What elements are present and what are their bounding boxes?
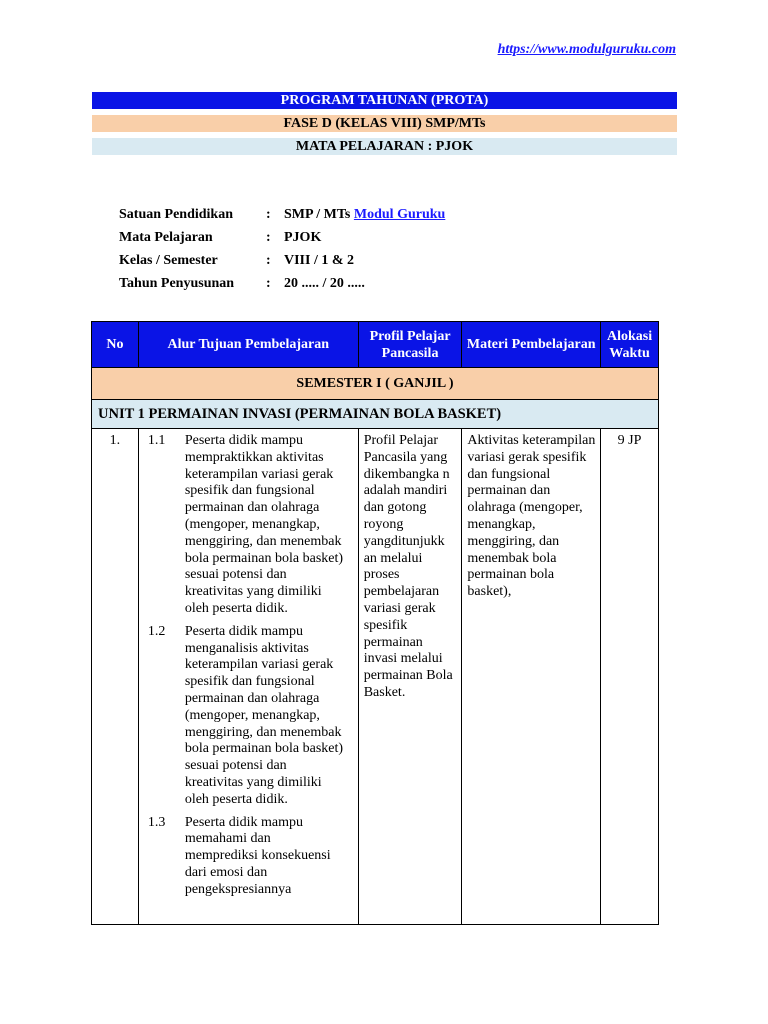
row-waktu: 9 JP: [601, 429, 659, 925]
info-row-tahun: [119, 275, 445, 298]
info-value: 20 ..... / 20 .....: [284, 276, 365, 291]
atp-item: [140, 815, 357, 899]
info-row-kelas: [119, 252, 445, 275]
modul-guruku-link[interactable]: Modul Guruku: [353, 207, 446, 222]
atp-number: 1.3: [147, 814, 166, 830]
row-no: 1.: [92, 429, 139, 925]
header-no: No: [92, 322, 139, 368]
website-url[interactable]: https://www.modulguruku.com: [497, 42, 676, 57]
info-row-satuan: [119, 206, 445, 229]
unit-row: [92, 400, 659, 429]
info-label: Satuan Pendidikan: [119, 207, 233, 222]
info-value: VIII / 1 & 2: [284, 253, 355, 268]
info-colon: :: [266, 207, 271, 222]
info-colon: :: [266, 230, 271, 245]
table-row: [92, 429, 659, 925]
semester-row: [92, 368, 659, 400]
identity-info: [119, 206, 445, 298]
atp-text: Peserta didik mampu memahami dan memprediksi konsekuensi dari emosi dan pengekspresiannya: [184, 814, 331, 897]
mapel-band: MATA PELAJARAN : PJOK: [92, 138, 677, 155]
atp-item: [140, 624, 357, 809]
info-label: Mata Pelajaran: [119, 230, 213, 245]
info-colon: :: [266, 253, 271, 268]
info-label: Tahun Penyusunan: [119, 276, 235, 291]
info-value-text: SMP / MTs: [284, 207, 354, 222]
row-profil: Profil Pelajar Pancasila yang dikembangka n adalah mandiri dan gotong royong yangditunjukk an melalui proses pembelajaran variasi gerak spesifik permainan invasi melalui permainan Bola Basket.: [358, 429, 462, 925]
semester-label: SEMESTER I ( GANJIL ): [92, 368, 659, 400]
unit-label: UNIT 1 PERMAINAN INVASI (PERMAINAN BOLA BASKET): [92, 400, 659, 429]
table-header-row: [92, 322, 659, 368]
atp-item: [140, 433, 357, 618]
title-band: PROGRAM TAHUNAN (PROTA): [92, 92, 677, 109]
header-waktu: Alokasi Waktu: [601, 322, 659, 368]
info-label: Kelas / Semester: [119, 253, 218, 268]
info-colon: :: [266, 276, 271, 291]
row-atp: [138, 429, 358, 925]
header-materi: Materi Pembelajaran: [462, 322, 601, 368]
info-value: [284, 206, 445, 229]
info-row-mapel: [119, 229, 445, 252]
atp-number: 1.2: [147, 623, 166, 639]
atp-text: Peserta didik mampu mempraktikkan aktivitas keterampilan variasi gerak spesifik dan fungsional permainan dan olahraga (mengoper, menangkap, menggiring, dan menembak bola permainan bola basket) sesuai potensi dan kreativitas yang dimiliki oleh peserta didik.: [184, 433, 344, 616]
fase-band: FASE D (KELAS VIII) SMP/MTs: [92, 115, 677, 132]
atp-number: 1.1: [147, 433, 166, 448]
info-value: PJOK: [284, 230, 322, 245]
header-profil: Profil Pelajar Pancasila: [358, 322, 462, 368]
row-materi: Aktivitas keterampilan variasi gerak spesifik dan fungsional permainan dan olahraga (mengoper, menangkap, menggiring, dan menembak bola permainan bola basket),: [462, 429, 601, 925]
header-atp: Alur Tujuan Pembelajaran: [138, 322, 358, 368]
atp-text: Peserta didik mampu menganalisis aktivitas keterampilan variasi gerak spesifik dan fungsional permainan dan olahraga (mengoper, menangkap, menggiring, dan menembak bola permainan bola basket) sesuai potensi dan kreativitas yang dimiliki oleh peserta didik.: [184, 623, 344, 807]
prota-table: [91, 321, 659, 925]
